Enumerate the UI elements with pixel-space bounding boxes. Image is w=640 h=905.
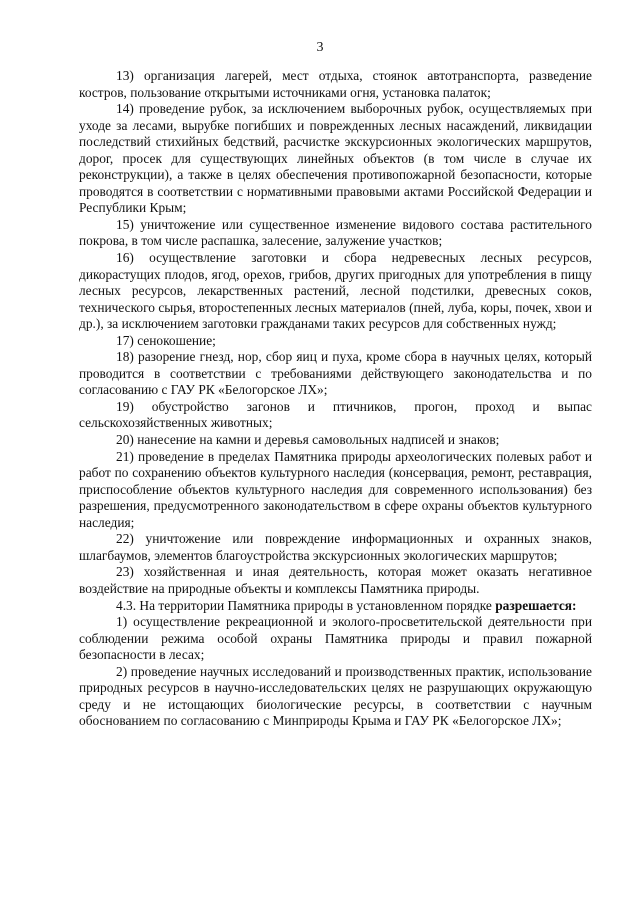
document-body <box>79 68 592 730</box>
prohibited-item-13: 13) организация лагерей, мест отдыха, стоянок автотранспорта, разведение костров, пользование открытыми источниками огня, установка палаток; <box>79 68 592 100</box>
prohibited-item-20: 20) нанесение на камни и деревья самовольных надписей и знаков; <box>116 432 500 448</box>
page-number: 3 <box>316 40 324 55</box>
prohibited-item-21: 21) проведение в пределах Памятника природы археологических полевых работ и работ по сохранению объектов культурного наследия (консервация, ремонт, реставрация, приспособление объектов культурного наследия для современного использования) без разрешения, предусмотренного законодательством в сфере охраны объектов культурного наследия; <box>79 448 592 530</box>
prohibited-item-16: 16) осуществление заготовки и сбора недревесных лесных ресурсов, дикорастущих плодов, ягод, орехов, грибов, других пригодных для употребления в пищу лесных ресурсов, лекарственных растений, лесной подстилки, древесных соков, технического сырья, второстепенных лесных материалов (пней, луба, коры, почек, хвои и др.), за исключением заготовки гражданами таких ресурсов для собственных нужд; <box>79 250 592 332</box>
permitted-item-2: 2) проведение научных исследований и производственных практик, использование природных ресурсов в научно-исследовательских целях не разрушающих окружающую среду и не истощающих биологические ресурсы, в соответствии с научным обоснованием по согласованию с Минприроды Крыма и ГАУ РК «Белогорское ЛХ»; <box>79 663 592 729</box>
prohibited-item-18: 18) разорение гнезд, нор, сбор яиц и пуха, кроме сбора в научных целях, который проводится в соответствии с требованиями действующего законодательства и по согласованию с ГАУ РК «Белогорское ЛХ»; <box>79 349 592 398</box>
section-emphasis: разрешается: <box>495 597 577 613</box>
permitted-item-1: 1) осуществление рекреационной и эколого-просветительской деятельности при соблюдении режима особой охраны Памятника природы и правил пожарной безопасности в лесах; <box>79 614 592 663</box>
prohibited-item-17: 17) сенокошение; <box>116 332 216 348</box>
section-heading <box>79 598 592 615</box>
prohibited-item-19: 19) обустройство загонов и птичников, прогон, проход и выпас сельскохозяйственных животных; <box>79 398 592 431</box>
section-lead: 4.3. На территории Памятника природы в установленном порядке <box>116 597 492 613</box>
prohibited-item-22: 22) уничтожение или повреждение информационных и охранных знаков, шлагбаумов, элементов благоустройства экскурсионных экологических маршрутов; <box>79 531 592 563</box>
prohibited-item-23: 23) хозяйственная и иная деятельность, которая может оказать негативное воздействие на природные объекты и комплексы Памятника природы. <box>79 564 592 596</box>
prohibited-item-14: 14) проведение рубок, за исключением выборочных рубок, осуществляемых при уходе за лесами, вырубке погибших и поврежденных лесных насаждений, ликвидации последствий стихийных бедствий, расчистке экскурсионных экологических маршрутов, дорог, просек для существующих линейных объектов (в том числе в случае их реконструкции), а также в целях обеспечения противопожарной безопасности, которые проводятся в соответствии с нормативными правовыми актами Российской Федерации и Республики Крым; <box>79 101 592 216</box>
prohibited-item-15: 15) уничтожение или существенное изменение видового состава растительного покрова, в том числе распашка, залесение, залужение участков; <box>79 216 592 249</box>
